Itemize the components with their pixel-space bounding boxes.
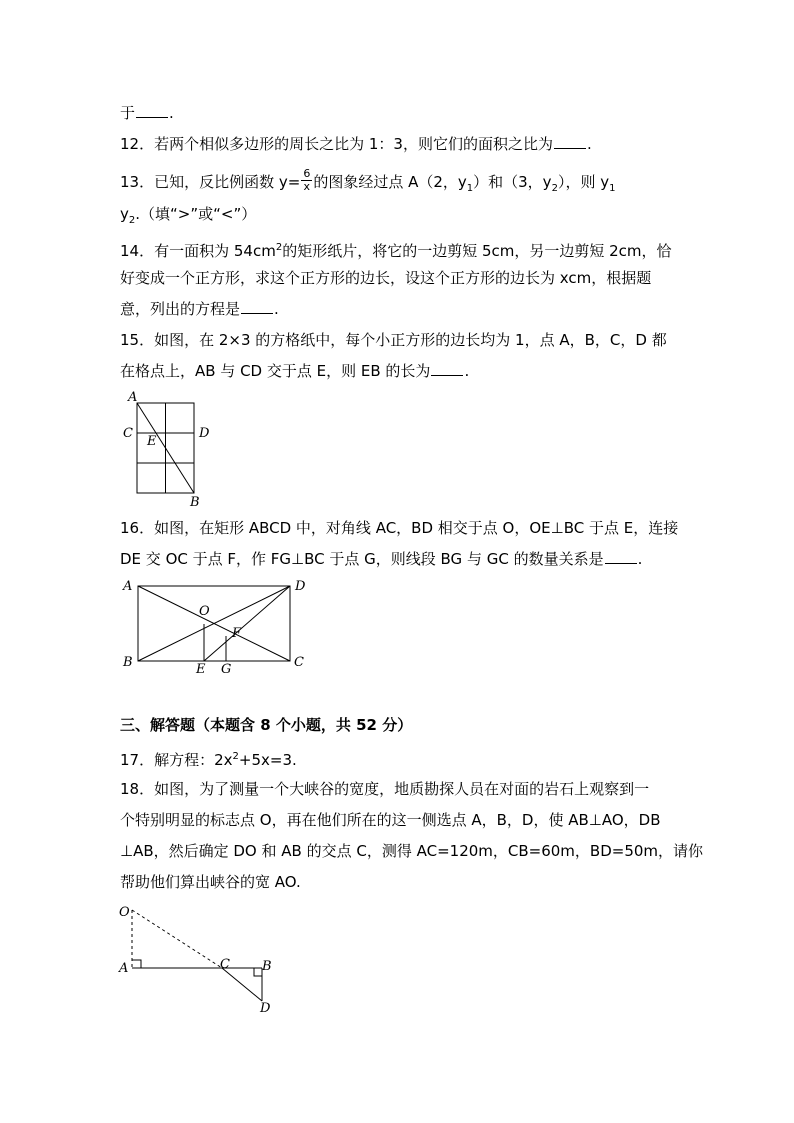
question-18: 18．如图，为了测量一个大峡谷的宽度，地质勘探人员在对面的岩石上观察到一 xyxy=(120,780,650,798)
section-3-heading: 三、解答题（本题含 8 个小题，共 52 分） xyxy=(120,716,413,734)
question-18-line3: ⊥AB，然后确定 DO 和 AB 的交点 C，测得 AC=120m，CB=60m，BD=50m，请你 xyxy=(120,842,704,860)
figure-16-rectangle xyxy=(118,575,306,680)
label-d: D xyxy=(260,1001,271,1016)
label-c: C xyxy=(294,655,304,670)
label-c: C xyxy=(220,957,230,972)
fraction: $\frac{6}{x}$ xyxy=(303,167,311,193)
q12-text: 12．若两个相似多边形的周长之比为 1：3，则它们的面积之比为 xyxy=(120,135,553,153)
segment-de xyxy=(204,586,290,661)
label-b: B xyxy=(262,959,272,974)
question-13: 13．已知，反比例函数 y= $\frac{6}{x}$ 的图象经过点 A（2，$y_1$）和（3，$y_2$），则 $y_1$ xyxy=(120,167,616,194)
q11-continuation: 于 . xyxy=(120,104,174,122)
label-f: F xyxy=(232,626,242,641)
label-o: O xyxy=(119,905,130,920)
figure-15-grid xyxy=(118,388,218,513)
question-18-line4: 帮助他们算出峡谷的宽 AO. xyxy=(120,873,301,891)
label-g: G xyxy=(221,662,232,677)
question-15-line2: 在格点上，AB 与 CD 交于点 E，则 EB 的长为 . xyxy=(120,362,470,380)
question-14: 14．有一面积为 $54cm^2$的矩形纸片，将它的一边剪短 5cm，另一边剪短 2cm，恰 xyxy=(120,242,672,260)
label-d: D xyxy=(295,579,306,594)
answer-blank xyxy=(605,549,637,564)
question-15: 15．如图，在 2×3 的方格纸中，每个小正方形的边长均为 1，点 A，B，C，D 都 xyxy=(120,331,667,349)
label-a: A xyxy=(119,961,129,976)
question-12: 12．若两个相似多边形的周长之比为 1：3，则它们的面积之比为 . xyxy=(120,135,592,153)
label-o: O xyxy=(199,604,210,619)
label-a: A xyxy=(123,579,133,594)
question-16: 16．如图，在矩形 ABCD 中，对角线 AC，BD 相交于点 O，OE⊥BC 于点 E，连接 xyxy=(120,519,679,537)
question-14-line2: 好变成一个正方形，求这个正方形的边长，设这个正方形的边长为 xcm，根据题 xyxy=(120,269,652,287)
label-e: E xyxy=(196,662,206,677)
q11-text: 于 xyxy=(120,104,136,122)
question-17: 17．解方程：$2x^2+5x=3$. xyxy=(120,751,297,769)
figure-18-canyon xyxy=(116,900,286,1020)
segment-oc-dashed xyxy=(132,910,222,968)
question-14-line3: 意，列出的方程是 . xyxy=(120,300,279,318)
label-e: E xyxy=(147,434,157,449)
label-b: B xyxy=(190,495,200,510)
label-d: D xyxy=(199,426,210,441)
segment-cd xyxy=(222,968,262,1001)
right-angle-mark-b xyxy=(254,968,262,976)
answer-blank xyxy=(241,299,273,314)
answer-blank xyxy=(431,361,463,376)
question-13-line2: $y_2$.（填“>”或“<”） xyxy=(120,205,257,226)
label-a: A xyxy=(128,390,138,405)
question-16-line2: DE 交 OC 于点 F，作 FG⊥BC 于点 G，则线段 BG 与 GC 的数量关系是 . xyxy=(120,550,643,568)
answer-blank xyxy=(136,103,168,118)
label-b: B xyxy=(123,655,133,670)
answer-blank xyxy=(554,134,586,149)
question-18-line2: 个特别明显的标志点 O，再在他们所在的这一侧选点 A，B，D，使 AB⊥AO，DB xyxy=(120,811,661,829)
q13-text-a: 13．已知，反比例函数 y= xyxy=(120,173,301,191)
right-angle-mark-a xyxy=(132,960,141,968)
label-c: C xyxy=(123,426,133,441)
